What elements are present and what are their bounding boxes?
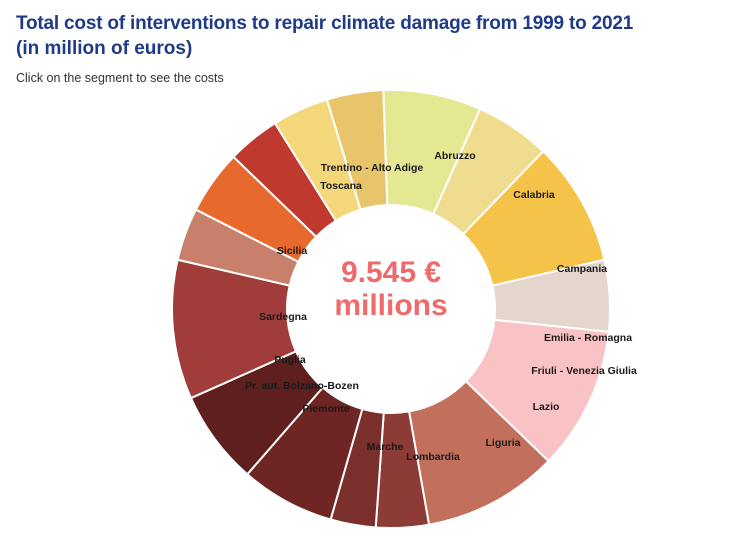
page-title: Total cost of interventions to repair climate damage from 1999 to 2021 <box>16 13 634 34</box>
slice-label: Toscana <box>320 179 362 192</box>
slice-label: Emilia - Romagna <box>543 331 633 344</box>
page-subtitle-unit: (in million of euros) <box>16 37 193 59</box>
slice-label: Abruzzo <box>434 149 476 162</box>
donut-chart-svg[interactable] <box>0 84 740 542</box>
slice-label: Puglia <box>274 353 306 366</box>
slice-label: Liguria <box>485 436 521 449</box>
slice-label: Lazio <box>532 400 560 413</box>
slice-label: Lombardia <box>406 450 460 463</box>
slice-label: Friuli - Venezia Giulia <box>531 364 637 377</box>
slice-label: Pr. aut. Bolzano-Bozen <box>245 379 359 392</box>
slice-label: Campania <box>556 262 608 275</box>
slice-label: Sicilia <box>276 244 308 257</box>
slice-label: Piemonte <box>302 402 350 415</box>
slice-label: Sardegna <box>259 310 307 323</box>
center-total-unit: millions <box>334 289 448 322</box>
chart-header <box>0 0 740 85</box>
slice-label: Trentino - Alto Adige <box>320 161 424 174</box>
donut-chart[interactable] <box>0 84 740 542</box>
slice-label: Calabria <box>513 188 555 201</box>
instruction-text: Click on the segment to see the costs <box>16 71 224 86</box>
slices-group[interactable] <box>172 90 610 528</box>
center-total-value: 9.545 € <box>340 256 442 289</box>
slice-label: Marche <box>366 440 404 453</box>
